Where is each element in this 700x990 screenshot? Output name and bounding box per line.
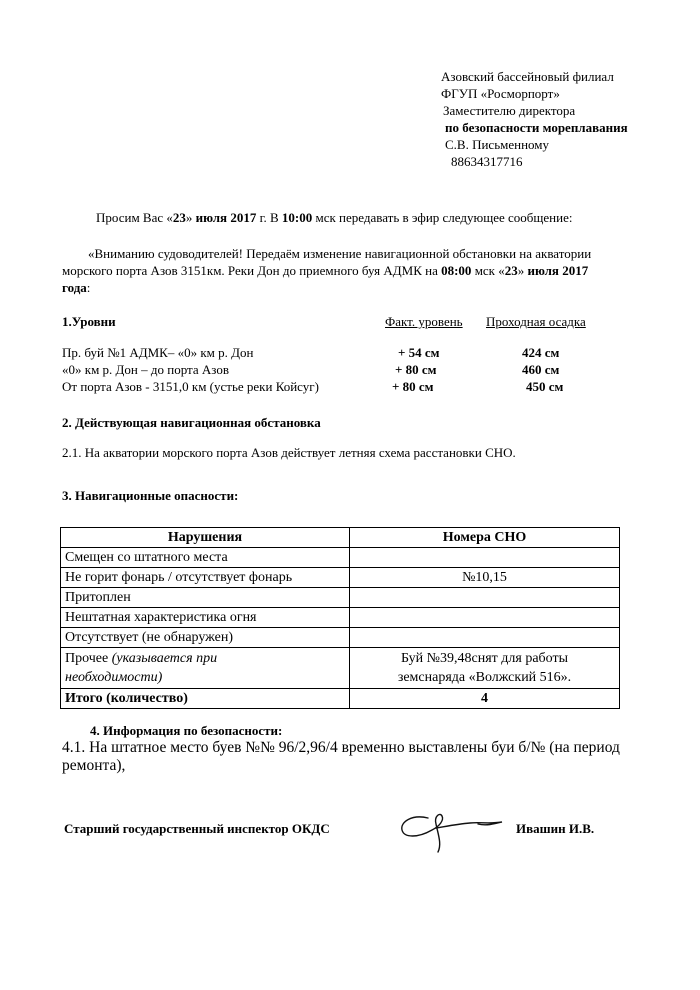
table-header-row [61,528,620,548]
levels-col-draft: Проходная осадка [486,314,586,329]
level-draft: 424 см [522,345,560,360]
request-line: Просим Вас «23» июля 2017 г. В 10:00 мск передавать в эфир следующее сообщение: [96,210,573,225]
table-cell-name: Прочее (указывается при необходимости) [61,648,350,689]
levels-heading: 1.Уровни [62,314,116,329]
table-cell-name: Смещен со штатного места [61,548,350,568]
message-line-1: «Вниманию судоводителей! Передаём изменение навигационной обстановки на акватории [88,246,592,261]
message-line-2: морского порта Азов 3151км. Реки Дон до приемного буя АДМК на 08:00 мск «23» июля 2017 [62,263,589,278]
request-year: 2017 [230,210,257,225]
level-fact: + 80 см [392,379,434,394]
request-month: июля [195,210,228,225]
table-cell-value [350,608,620,628]
table-row [61,608,620,628]
table-row-other [61,648,620,689]
level-place: От порта Азов - 3151,0 км (устье реки Койсуг) [62,379,319,394]
message-line-3: года: [62,280,91,295]
table-cell-name: Не горит фонарь / отсутствует фонарь [61,568,350,588]
table-row [61,588,620,608]
level-draft: 460 см [522,362,560,377]
table-cell-value: №10,15 [350,568,620,588]
table-cell-value: 4 [350,689,620,709]
section4-line-1: 4.1. На штатное место буев №№ 96/2,96/4 временно выставлены буи б/№ (на период [62,739,620,756]
addressee-line: 88634317716 [451,154,523,169]
section2-text: 2.1. На акватории морского порта Азов действует летняя схема расстановки СНО. [62,445,516,460]
levels-header [62,314,622,332]
levels-row [62,362,622,380]
table-cell-value [350,588,620,608]
table-row [61,548,620,568]
table-header-violations: Нарушения [61,528,350,548]
addressee-line: С.В. Письменному [445,137,550,152]
table-cell-name: Нештатная характеристика огня [61,608,350,628]
signer-name: Ивашин И.В. [516,821,595,836]
table-cell-value: Буй №39,48снят для работы земснаряда «Волжский 516». [350,648,620,689]
section3-heading: 3. Навигационные опасности: [62,488,239,503]
section4-line-2: ремонта), [62,757,126,774]
level-fact: + 80 см [395,362,437,377]
table-header-sno-numbers: Номера СНО [350,528,620,548]
levels-col-fact: Факт. уровень [385,314,463,329]
level-fact: + 54 см [398,345,440,360]
addressee-block [441,68,628,170]
request-time: 10:00 [281,210,313,225]
table-cell-value [350,628,620,648]
table-cell-name: Отсутствует (не обнаружен) [61,628,350,648]
table-cell-value [350,548,620,568]
addressee-line: Азовский бассейновый филиал [441,69,614,84]
level-draft: 450 см [526,379,564,394]
levels-row [62,345,622,363]
levels-row [62,379,622,397]
handwritten-signature [398,808,508,853]
level-place: «0» км р. Дон – до порта Азов [62,362,229,377]
table-row-total [61,689,620,709]
level-place: Пр. буй №1 АДМК– «0» км р. Дон [62,345,254,360]
table-row [61,628,620,648]
signer-position: Старший государственный инспектор ОКДС [64,821,330,836]
table-cell-name: Притоплен [61,588,350,608]
request-day: 23 [172,210,186,225]
addressee-line: ФГУП «Росморпорт» [441,86,560,101]
section4-heading: 4. Информация по безопасности: [90,723,283,738]
section2-heading: 2. Действующая навигационная обстановка [62,415,321,430]
table-cell-name: Итого (количество) [61,689,350,709]
violations-table [60,527,620,709]
table-row [61,568,620,588]
addressee-line: по безопасности мореплавания [445,120,628,135]
addressee-line: Заместителю директора [443,103,576,118]
